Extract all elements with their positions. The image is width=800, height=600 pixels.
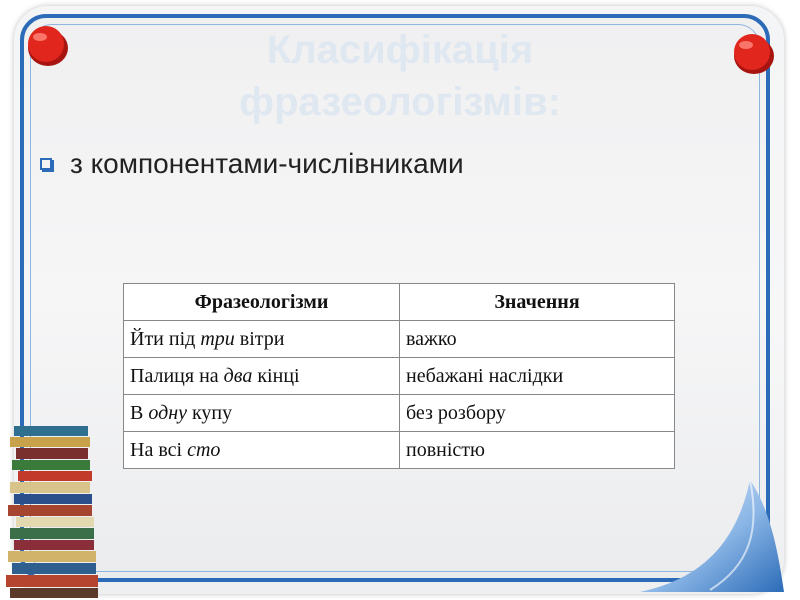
phrase-text: кінці (252, 364, 300, 387)
header-meaning: Значення (400, 284, 675, 321)
square-bullet-icon (40, 158, 52, 170)
meaning-cell: повністю (400, 432, 675, 469)
phrase-text: Йти під (130, 327, 201, 350)
page-curl-decoration (600, 470, 790, 600)
table-row (124, 432, 675, 469)
table-row (124, 321, 675, 358)
slide-title-line2: фразеологізмів: (239, 80, 561, 124)
numeral-word: одну (148, 401, 187, 424)
meaning-cell: небажані наслідки (400, 358, 675, 395)
numeral-word: сто (187, 438, 221, 461)
phrase-cell (124, 395, 400, 432)
numeral-word: два (223, 364, 253, 387)
table-row (124, 395, 675, 432)
table-row (124, 358, 675, 395)
pushpin-left-icon (18, 14, 78, 74)
phrase-text: На всі (130, 438, 188, 461)
phrase-text: вітри (234, 327, 285, 350)
book-stack-icon (4, 420, 112, 600)
meaning-cell: без розбору (400, 395, 675, 432)
phrase-text: В (130, 401, 149, 424)
phrase-cell (124, 358, 400, 395)
meaning-cell: важко (400, 321, 675, 358)
bullet-item (40, 148, 464, 180)
slide-title (150, 24, 650, 128)
phrase-cell (124, 432, 400, 469)
pushpin-right-icon (724, 22, 784, 82)
header-phraseologisms: Фразеологізми (124, 284, 400, 321)
table-header-row (124, 284, 675, 321)
phrase-text: купу (187, 401, 233, 424)
numeral-word: три (200, 327, 235, 350)
bullet-text: з компонентами-числівниками (70, 148, 464, 179)
phrase-text: Палиця на (130, 364, 224, 387)
phrase-cell (124, 321, 400, 358)
slide-title-line1: Класифікація (266, 28, 534, 72)
phraseology-table (123, 283, 675, 469)
